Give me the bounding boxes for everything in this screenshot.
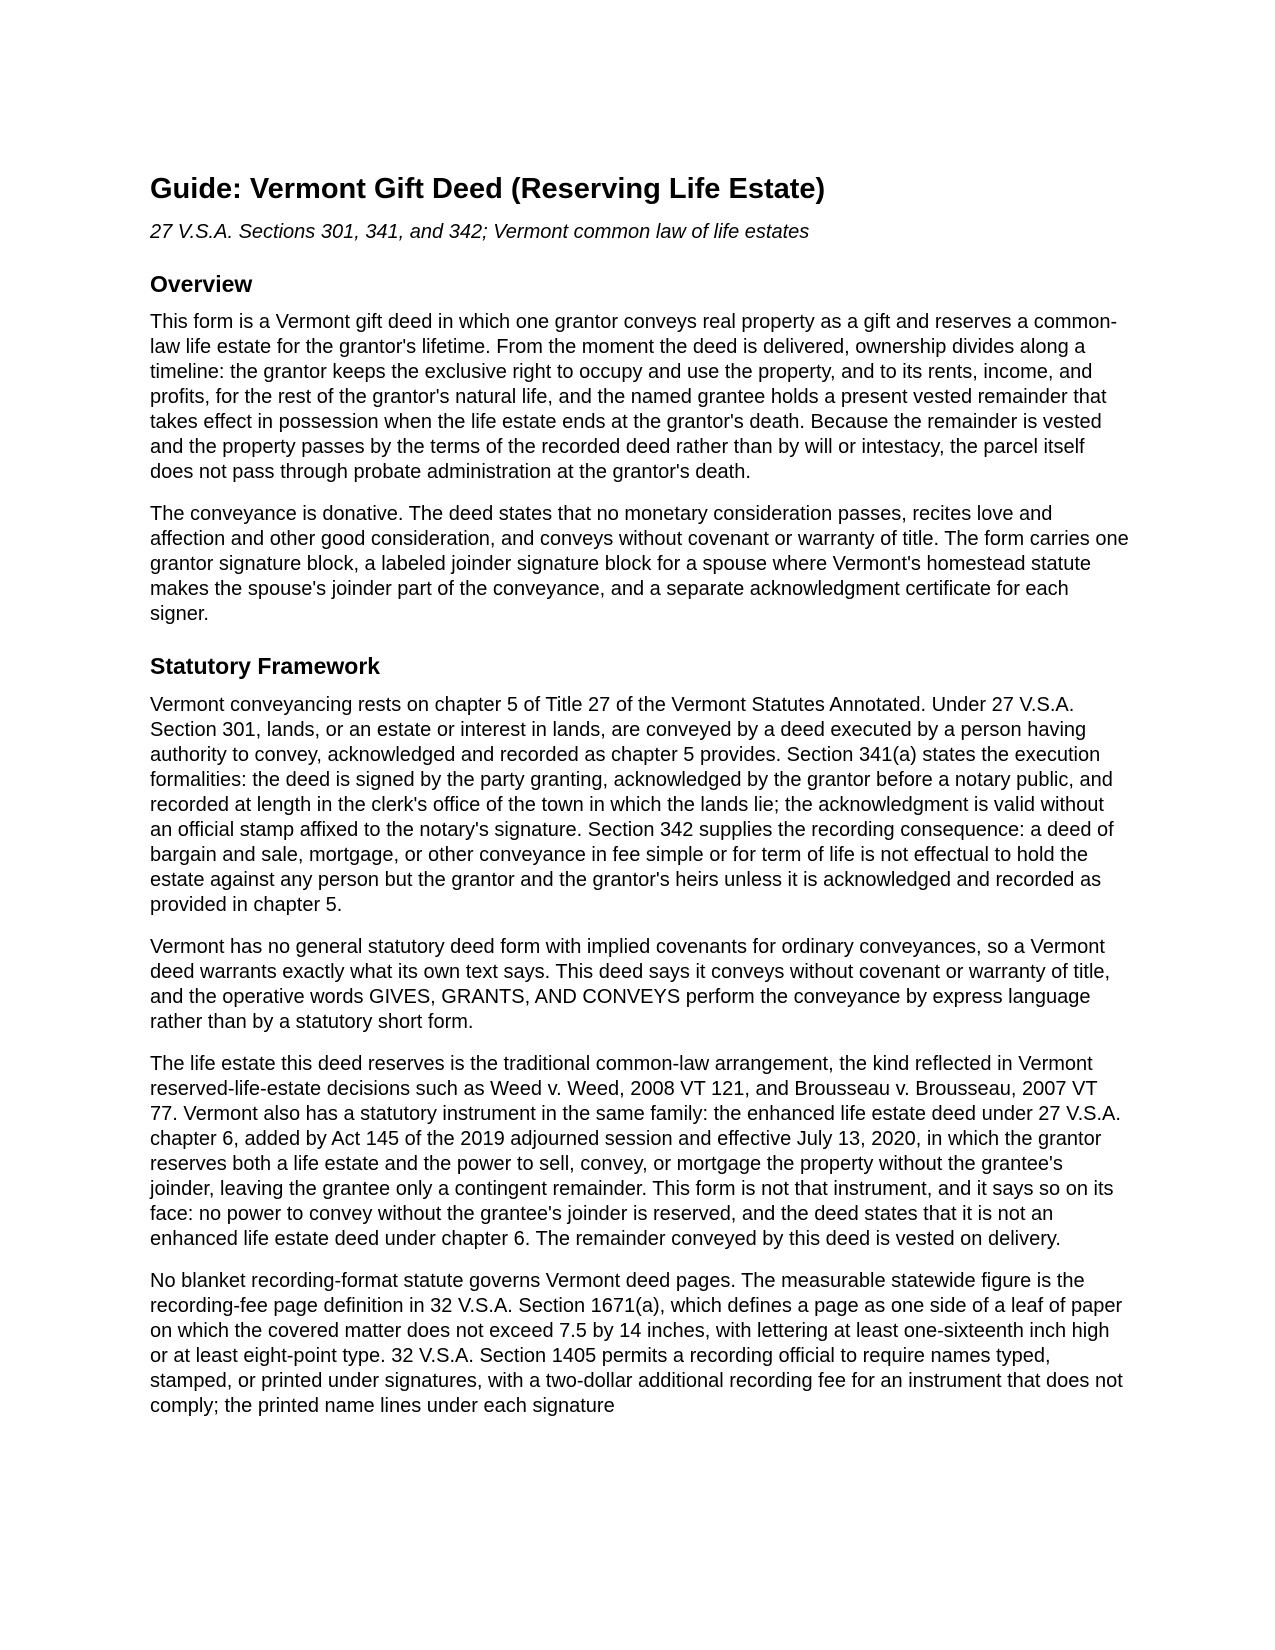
document-page <box>150 172 1130 1436</box>
document-subtitle: 27 V.S.A. Sections 301, 341, and 342; Vermont common law of life estates <box>150 220 810 243</box>
framework-paragraph-2: Vermont has no general statutory deed form with implied covenants for ordinary conveyances, so a Vermont deed warrants exactly what its own text says. This deed says it conveys without covenant or warranty of title, and the operative words GIVES, GRANTS, AND CONVEYS perform the conveyance by express language rather than by a statutory short form. <box>150 935 1111 1033</box>
overview-paragraph-1: This form is a Vermont gift deed in which one grantor conveys real property as a gift and reserves a common-law life estate for the grantor's lifetime. From the moment the deed is delivered, ownership divides along a timeline: the grantor keeps the exclusive right to occupy and use the property, and to its rents, income, and profits, for the rest of the grantor's natural life, and the named grantee holds a present vested remainder that takes effect in possession when the life estate ends at the grantor's death. Because the remainder is vested and the property passes by the terms of the recorded deed rather than by will or intestacy, the parcel itself does not pass through probate administration at the grantor's death. <box>150 311 1118 484</box>
document-title: Guide: Vermont Gift Deed (Reserving Life Estate) <box>150 173 826 205</box>
overview-paragraph-2: The conveyance is donative. The deed states that no monetary consideration passes, recites love and affection and other good consideration, and conveys without covenant or warranty of title. The form carries one grantor signature block, a labeled joinder signature block for a spouse where Vermont's homestead statute makes the spouse's joinder part of the conveyance, and a separate acknowledgment certificate for each signer. <box>150 503 1129 626</box>
section-heading-overview: Overview <box>150 270 253 297</box>
section-heading-statutory-framework: Statutory Framework <box>150 653 381 680</box>
framework-paragraph-1: Vermont conveyancing rests on chapter 5 of Title 27 of the Vermont Statutes Annotated. Under 27 V.S.A. Section 301, lands, or an estate or interest in lands, are conveyed by a deed executed by a person having authority to convey, acknowledged and recorded as chapter 5 provides. Section 341(a) states the execution formalities: the deed is signed by the party granting, acknowledged by the grantor before a notary public, and recorded at length in the clerk's office of the town in which the lands lie; the acknowledgment is valid without an official stamp affixed to the notary's signature. Section 342 supplies the recording consequence: a deed of bargain and sale, mortgage, or other conveyance in fee simple or for term of life is not effectual to hold the estate against any person but the grantor and the grantor's heirs unless it is acknowledged and recorded as provided in chapter 5. <box>150 693 1114 916</box>
framework-paragraph-3: The life estate this deed reserves is the traditional common-law arrangement, the kind reflected in Vermont reserved-life-estate decisions such as Weed v. Weed, 2008 VT 121, and Brousseau v. Brousseau, 2007 VT 77. Vermont also has a statutory instrument in the same family: the enhanced life estate deed under 27 V.S.A. chapter 6, added by Act 145 of the 2019 adjourned session and effective July 13, 2020, in which the grantor reserves both a life estate and the power to sell, convey, or mortgage the property without the grantee's joinder, leaving the grantee only a contingent remainder. This form is not that instrument, and it says so on its face: no power to convey without the grantee's joinder is reserved, and the deed states that it is not an enhanced life estate deed under chapter 6. The remainder conveyed by this deed is vested on delivery. <box>150 1052 1121 1250</box>
framework-paragraph-4: No blanket recording-format statute governs Vermont deed pages. The measurable statewide figure is the recording-fee page definition in 32 V.S.A. Section 1671(a), which defines a page as one side of a leaf of paper on which the covered matter does not exceed 7.5 by 14 inches, with lettering at least one-sixteenth inch high or at least eight-point type. 32 V.S.A. Section 1405 permits a recording official to require names typed, stamped, or printed under signatures, with a two-dollar additional recording fee for an instrument that does not comply; the printed name lines under each signature <box>150 1269 1123 1417</box>
